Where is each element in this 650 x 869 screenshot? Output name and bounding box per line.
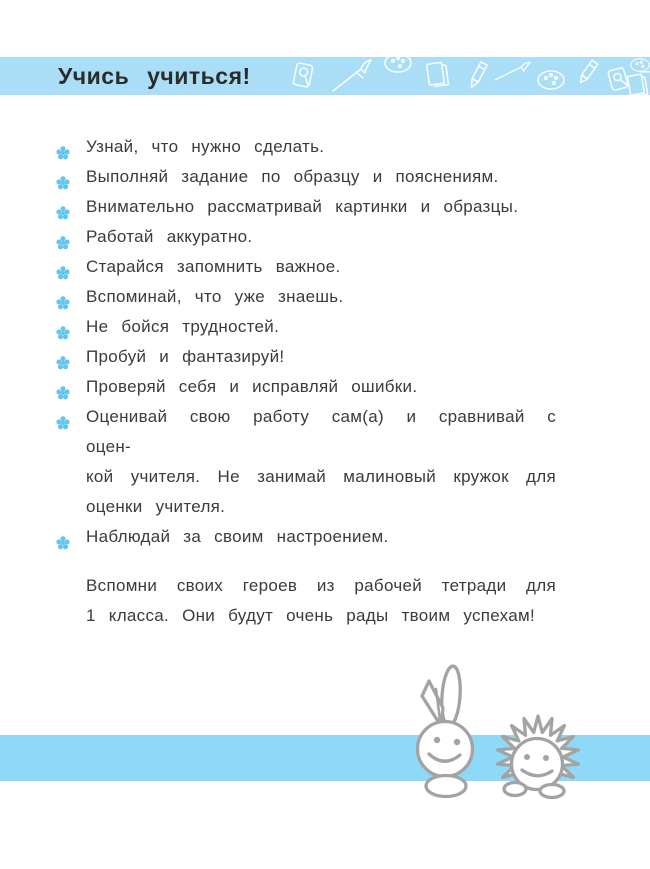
palette-icon bbox=[631, 59, 649, 72]
list-item bbox=[56, 372, 556, 402]
list-item bbox=[56, 132, 556, 162]
list-item-text: Внимательно рассматривай картинки и образцы. bbox=[86, 197, 519, 216]
list-item bbox=[56, 222, 556, 252]
list-item-text: Проверяй себя и исправляй ошибки. bbox=[86, 377, 418, 396]
mascot-characters bbox=[393, 648, 593, 808]
flower-bullet-icon bbox=[56, 530, 70, 544]
flower-bullet-icon bbox=[56, 140, 70, 154]
flower-bullet-icon bbox=[56, 350, 70, 364]
list-item-text: Старайся запомнить важное. bbox=[86, 257, 341, 276]
list-item-text: Работай аккуратно. bbox=[86, 227, 253, 246]
hedgehog-character bbox=[498, 716, 579, 798]
list-item bbox=[56, 192, 556, 222]
flower-bullet-icon bbox=[56, 200, 70, 214]
flower-bullet-icon bbox=[56, 170, 70, 184]
palette-icon bbox=[385, 57, 411, 72]
school-supplies-doodles bbox=[285, 57, 650, 95]
pencil-icon bbox=[578, 60, 598, 84]
sharpener-icon bbox=[293, 63, 313, 88]
notebook-icon bbox=[427, 62, 449, 87]
list-item-text: Наблюдай за своим настроением. bbox=[86, 527, 389, 546]
papers-icon bbox=[627, 74, 647, 95]
list-item-text-line: Оценивай свою работу сам(а) и сравнивай с оцен- bbox=[86, 407, 556, 456]
pencil-icon bbox=[468, 62, 487, 89]
list-item-text: Вспоминай, что уже знаешь. bbox=[86, 287, 344, 306]
list-item bbox=[56, 252, 556, 282]
advice-list bbox=[56, 132, 556, 631]
list-item bbox=[56, 282, 556, 312]
list-item-text-line: кой учителя. Не занимай малиновый кружок для bbox=[86, 467, 556, 486]
list-item-text: Узнай, что нужно сделать. bbox=[86, 137, 325, 156]
sharpener-icon bbox=[608, 67, 629, 90]
list-item-text: Выполняй задание по образцу и пояснениям. bbox=[86, 167, 499, 186]
flower-bullet-icon bbox=[56, 260, 70, 274]
paintbrush-icon bbox=[495, 57, 530, 87]
list-item bbox=[56, 342, 556, 372]
flower-bullet-icon bbox=[56, 410, 70, 424]
flower-bullet-icon bbox=[56, 230, 70, 244]
list-item-text-line: оценки учителя. bbox=[86, 497, 226, 516]
list-item-text: Пробуй и фантазируй! bbox=[86, 347, 285, 366]
paintbrush-icon bbox=[333, 60, 371, 91]
closing-line: Вспомни своих героев из рабочей тетради для bbox=[86, 576, 556, 595]
flower-bullet-icon bbox=[56, 380, 70, 394]
flower-bullet-icon bbox=[56, 290, 70, 304]
list-item bbox=[56, 522, 556, 552]
palette-icon bbox=[538, 71, 564, 89]
list-item bbox=[56, 162, 556, 192]
list-item bbox=[56, 312, 556, 342]
closing-line: 1 класса. Они будут очень рады твоим успехам! bbox=[86, 606, 536, 625]
closing-paragraph bbox=[56, 571, 556, 631]
list-item bbox=[56, 402, 556, 522]
list-item-text: Не бойся трудностей. bbox=[86, 317, 280, 336]
bunny-character bbox=[418, 665, 473, 796]
flower-bullet-icon bbox=[56, 320, 70, 334]
page-title: Учись учиться! bbox=[58, 63, 251, 89]
